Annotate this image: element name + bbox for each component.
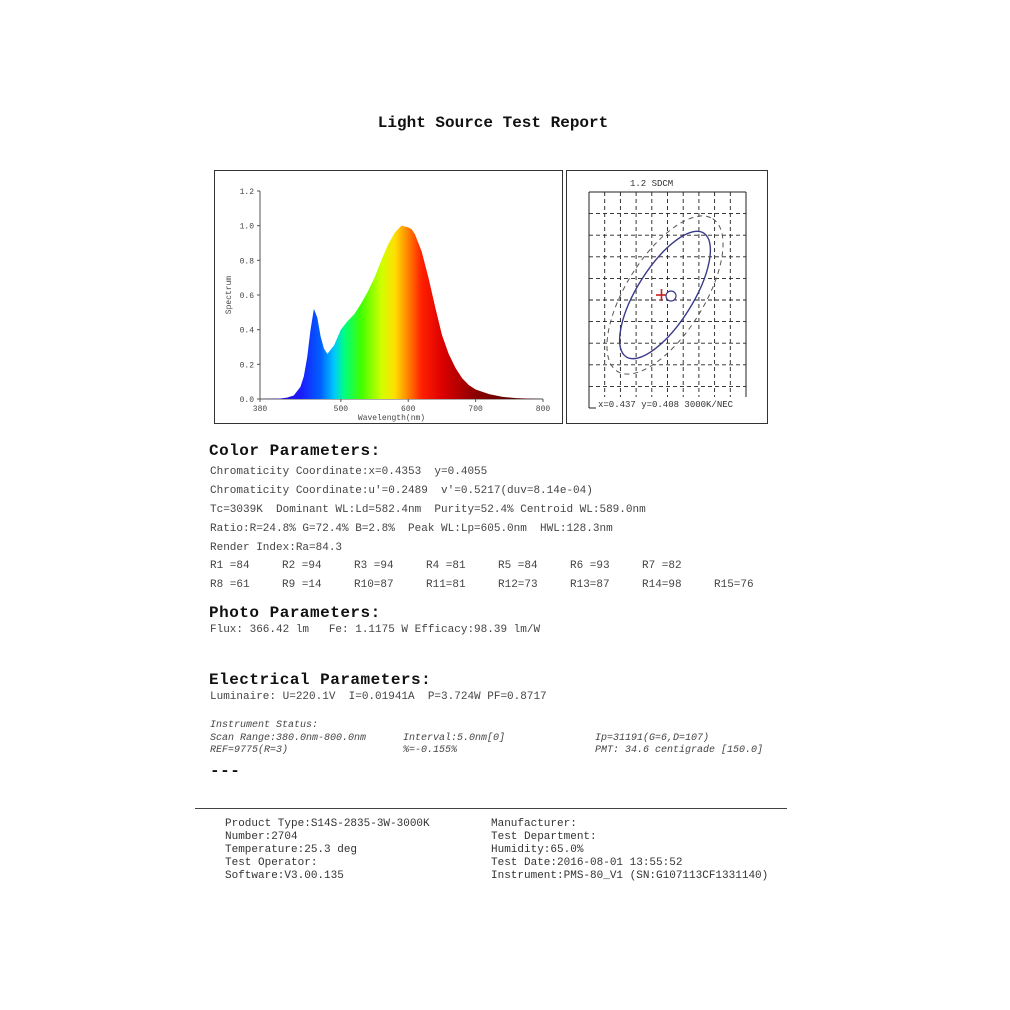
- x-tick-label: 700: [468, 405, 483, 414]
- r-value: R11=81: [426, 579, 466, 591]
- test-department: Test Department:: [491, 831, 597, 843]
- footer-right: [491, 818, 768, 883]
- render-index: Render Index:Ra=84.3: [210, 542, 343, 554]
- y-tick-label: 0.2: [239, 361, 254, 371]
- product-type: Product Type:S14S-2835-3W-3000K: [225, 818, 430, 830]
- sdcm-title: 1.2 SDCM: [630, 179, 674, 189]
- footer-divider: [195, 808, 787, 809]
- temperature: Temperature:25.3 deg: [225, 844, 358, 856]
- footer-left: [225, 818, 430, 883]
- sdcm-readout: x=0.437 y=0.408 3000K/NEC: [598, 400, 734, 410]
- x-tick-label: 600: [401, 405, 416, 414]
- r-value: R12=73: [498, 579, 538, 591]
- r-value: R15=76: [714, 579, 754, 591]
- reference-point-circle: [666, 291, 676, 301]
- electrical-line: Luminaire: U=220.1V I=0.01941A P=3.724W PF=0.8717: [210, 691, 547, 703]
- r-value: R6 =93: [570, 560, 610, 572]
- spectrum-chart-panel: [214, 170, 563, 424]
- sdcm-chart-panel: [566, 170, 768, 424]
- y-tick-label: 0.6: [239, 292, 254, 301]
- ref-value: REF=9775(R=3): [210, 745, 289, 756]
- report-title: Light Source Test Report: [377, 114, 609, 132]
- r-value: R3 =94: [354, 560, 394, 572]
- r-value: R4 =81: [426, 560, 466, 572]
- test-date: Test Date:2016-08-01 13:55:52: [491, 857, 683, 869]
- percent-value: %=-0.155%: [403, 745, 458, 756]
- y-tick-label: 0.0: [239, 396, 254, 405]
- y-tick-label: 1.2: [239, 188, 254, 197]
- x-tick-label: 500: [333, 405, 349, 414]
- manufacturer: Manufacturer:: [491, 818, 577, 830]
- photo-parameters-heading: Photo Parameters:: [209, 604, 381, 622]
- color-parameters-heading: Color Parameters:: [209, 442, 381, 460]
- r-value: R7 =82: [642, 560, 682, 572]
- r-value: R13=87: [570, 579, 610, 591]
- humidity: Humidity:65.0%: [491, 844, 584, 856]
- r-value: R2 =94: [282, 560, 322, 572]
- software: Software:V3.00.135: [225, 870, 344, 882]
- r-value: R1 =84: [210, 560, 250, 572]
- y-tick-label: 0.8: [239, 257, 254, 267]
- y-axis-label: Spectrum: [225, 275, 234, 315]
- x-axis-label: Wavelength(nm): [357, 414, 426, 423]
- y-tick-label: 0.4: [239, 326, 254, 336]
- interval: Interval:5.0nm[0]: [403, 733, 506, 744]
- pmt-value: PMT: 34.6 centigrade [150.0]: [595, 745, 764, 756]
- spectrum-chart: [215, 171, 562, 423]
- instrument: Instrument:PMS-80_V1 (SN:G107113CF1331140): [491, 870, 769, 882]
- instrument-status-label: Instrument Status:: [210, 720, 319, 731]
- measured-point-marker: [656, 289, 667, 301]
- r-value: R8 =61: [210, 579, 250, 591]
- x-tick-label: 380: [252, 405, 268, 414]
- chromaticity-xy: Chromaticity Coordinate:x=0.4353 y=0.4055: [210, 466, 488, 478]
- ratio-line: Ratio:R=24.8% G=72.4% B=2.8% Peak WL:Lp=605.0nm HWL:128.3nm: [210, 523, 613, 535]
- sdcm-chart: [567, 171, 767, 423]
- dashes: ---: [210, 762, 241, 780]
- r-value: R14=98: [642, 579, 682, 591]
- r-value: R5 =84: [498, 560, 538, 572]
- x-tick-label: 800: [535, 405, 551, 414]
- number: Number:2704: [225, 831, 298, 843]
- scan-range: Scan Range:380.0nm-800.0nm: [210, 733, 367, 744]
- r-value: R9 =14: [282, 579, 322, 591]
- test-operator: Test Operator:: [225, 857, 318, 869]
- chromaticity-uv: Chromaticity Coordinate:u'=0.2489 v'=0.5217(duv=8.14e-04): [210, 485, 593, 497]
- spectrum-area: [260, 226, 543, 399]
- ip-value: Ip=31191(G=6,D=107): [595, 733, 710, 744]
- color-temperature-line: Tc=3039K Dominant WL:Ld=582.4nm Purity=52.4% Centroid WL:589.0nm: [210, 504, 646, 516]
- r-value: R10=87: [354, 579, 394, 591]
- electrical-parameters-heading: Electrical Parameters:: [209, 671, 432, 689]
- y-tick-label: 1.0: [239, 222, 254, 232]
- photo-line: Flux: 366.42 lm Fe: 1.1175 W Efficacy:98.39 lm/W: [210, 624, 541, 636]
